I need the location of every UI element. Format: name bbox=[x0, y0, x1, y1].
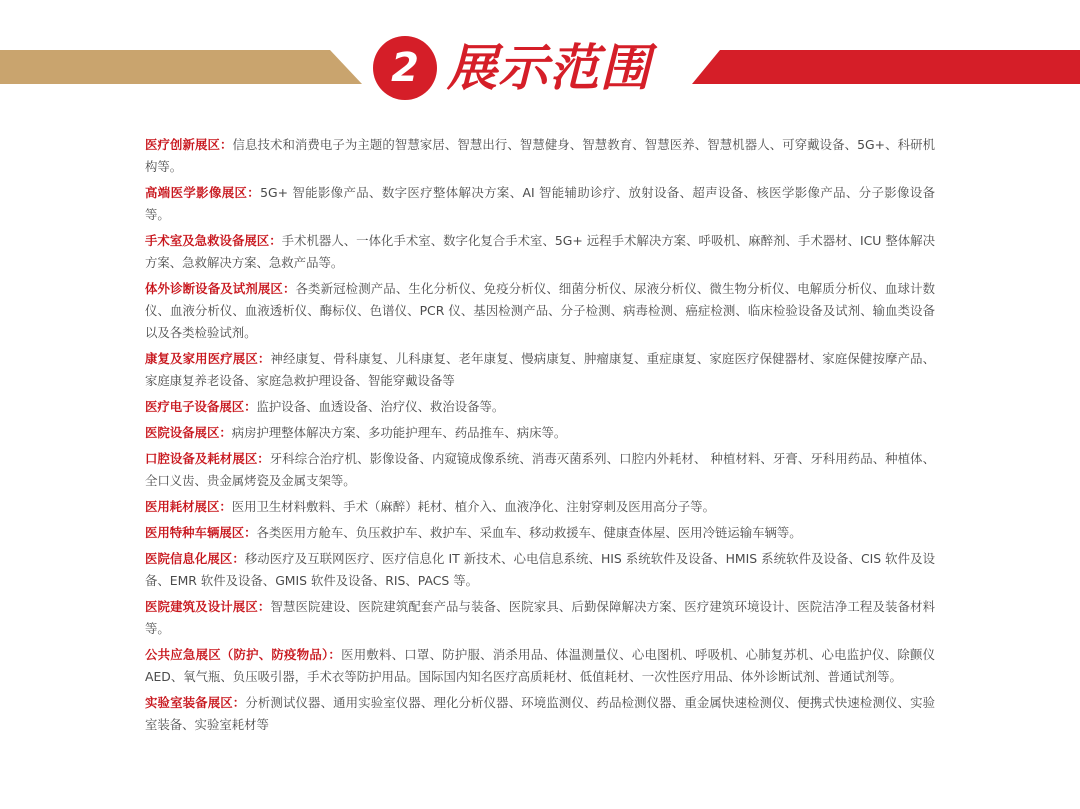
entry-text: 信息技术和消费电子为主题的智慧家居、智慧出行、智慧健身、智慧教育、智慧医养、智慧机器人、可穿戴设备、5G+、科研机构等。 bbox=[145, 137, 936, 174]
entry-label: 康复及家用医疗展区： bbox=[145, 351, 271, 366]
entry-label: 医疗创新展区： bbox=[145, 137, 233, 152]
entry-text: 各类新冠检测产品、生化分析仪、免疫分析仪、细菌分析仪、尿液分析仪、微生物分析仪、电解质分析仪、血球计数仪、血液分析仪、血液透析仪、酶标仪、色谱仪、PCR 仪、基因检测产品、分子检测、病毒检测、癌症检测、临床检验设备及试剂、输血类设备以及各类检验试剂。 bbox=[145, 281, 936, 340]
scope-entry bbox=[145, 182, 935, 226]
entry-label: 体外诊断设备及试剂展区： bbox=[145, 281, 296, 296]
scope-entry bbox=[145, 396, 935, 418]
entry-label: 公共应急展区（防护、防疫物品）： bbox=[145, 647, 342, 662]
gold-band bbox=[0, 50, 362, 84]
entry-label: 医院设备展区： bbox=[145, 425, 232, 440]
section-number: 2 bbox=[391, 45, 419, 91]
scope-entry bbox=[145, 422, 935, 444]
scope-entry bbox=[145, 278, 935, 344]
scope-entry bbox=[145, 348, 935, 392]
section-banner bbox=[0, 0, 1080, 110]
entry-label: 高端医学影像展区： bbox=[145, 185, 261, 200]
entry-text: 病房护理整体解决方案、多功能护理车、药品推车、病床等。 bbox=[231, 425, 567, 440]
entry-label: 口腔设备及耗材展区： bbox=[145, 451, 270, 466]
scope-entry bbox=[145, 134, 935, 178]
entry-text: 神经康复、骨科康复、儿科康复、老年康复、慢病康复、肿瘤康复、重症康复、家庭医疗保健器材、家庭保健按摩产品、家庭康复养老设备、家庭急救护理设备、智能穿戴设备等 bbox=[145, 351, 936, 388]
section-title: 展示范围 bbox=[447, 39, 651, 97]
scope-entry bbox=[145, 522, 935, 544]
entry-text: 监护设备、血透设备、治疗仪、救治设备等。 bbox=[256, 399, 505, 414]
entry-label: 医用特种车辆展区： bbox=[145, 525, 257, 540]
scope-entry bbox=[145, 548, 935, 592]
entry-text: 手术机器人、一体化手术室、数字化复合手术室、5G+ 远程手术解决方案、呼吸机、麻醉剂、手术器材、ICU 整体解决方案、急救解决方案、急救产品等。 bbox=[145, 233, 936, 270]
entry-text: 5G+ 智能影像产品、数字医疗整体解决方案、AI 智能辅助诊疗、放射设备、超声设备、核医学影像产品、分子影像设备等。 bbox=[145, 185, 936, 222]
entry-label: 实验室装备展区： bbox=[145, 695, 246, 710]
entry-text: 智慧医院建设、医院建筑配套产品与装备、医院家具、后勤保障解决方案、医疗建筑环境设计、医院洁净工程及装备材料等。 bbox=[145, 599, 936, 636]
entry-label: 医用耗材展区： bbox=[145, 499, 232, 514]
red-band bbox=[692, 50, 1080, 84]
entry-text: 医用卫生材料敷料、手术（麻醉）耗材、植介入、血液净化、注射穿刺及医用高分子等。 bbox=[231, 499, 715, 514]
entry-text: 医用敷料、口罩、防护服、消杀用品、体温测量仪、心电图机、呼吸机、心肺复苏机、心电监护仪、除颤仪 AED、氧气瓶、负压吸引器，手术衣等防护用品。国际国内知名医疗高质耗材、低值耗材、一次性医疗用品、体外诊断试剂、普通试剂等。 bbox=[145, 647, 935, 684]
scope-entry bbox=[145, 230, 935, 274]
scope-entry bbox=[145, 496, 935, 518]
scope-entry bbox=[145, 448, 935, 492]
exhibit-scope-list bbox=[145, 134, 935, 740]
scope-entry bbox=[145, 692, 935, 736]
entry-label: 医院建筑及设计展区： bbox=[145, 599, 271, 614]
entry-text: 移动医疗及互联网医疗、医疗信息化 IT 新技术、心电信息系统、HIS 系统软件及设备、HMIS 系统软件及设备、CIS 软件及设备、EMR 软件及设备、GMIS 软件及设备、RIS、PACS 等。 bbox=[145, 551, 935, 588]
entry-label: 医院信息化展区： bbox=[145, 551, 245, 566]
scope-entry bbox=[145, 644, 935, 688]
entry-label: 手术室及急救设备展区： bbox=[145, 233, 282, 248]
entry-text: 各类医用方舱车、负压救护车、救护车、采血车、移动救援车、健康查体屋、医用冷链运输车辆等。 bbox=[256, 525, 802, 540]
entry-text: 牙科综合治疗机、影像设备、内窥镜成像系统、消毒灭菌系列、口腔内外耗材、 种植材料、牙膏、牙科用药品、种植体、全口义齿、贵金属烤瓷及金属支架等。 bbox=[145, 451, 935, 488]
section-number-badge bbox=[373, 36, 437, 100]
entry-label: 医疗电子设备展区： bbox=[145, 399, 257, 414]
scope-entry bbox=[145, 596, 935, 640]
entry-text: 分析测试仪器、通用实验室仪器、理化分析仪器、环境监测仪、药品检测仪器、重金属快速检测仪、便携式快速检测仪、实验室装备、实验室耗材等 bbox=[145, 695, 936, 732]
